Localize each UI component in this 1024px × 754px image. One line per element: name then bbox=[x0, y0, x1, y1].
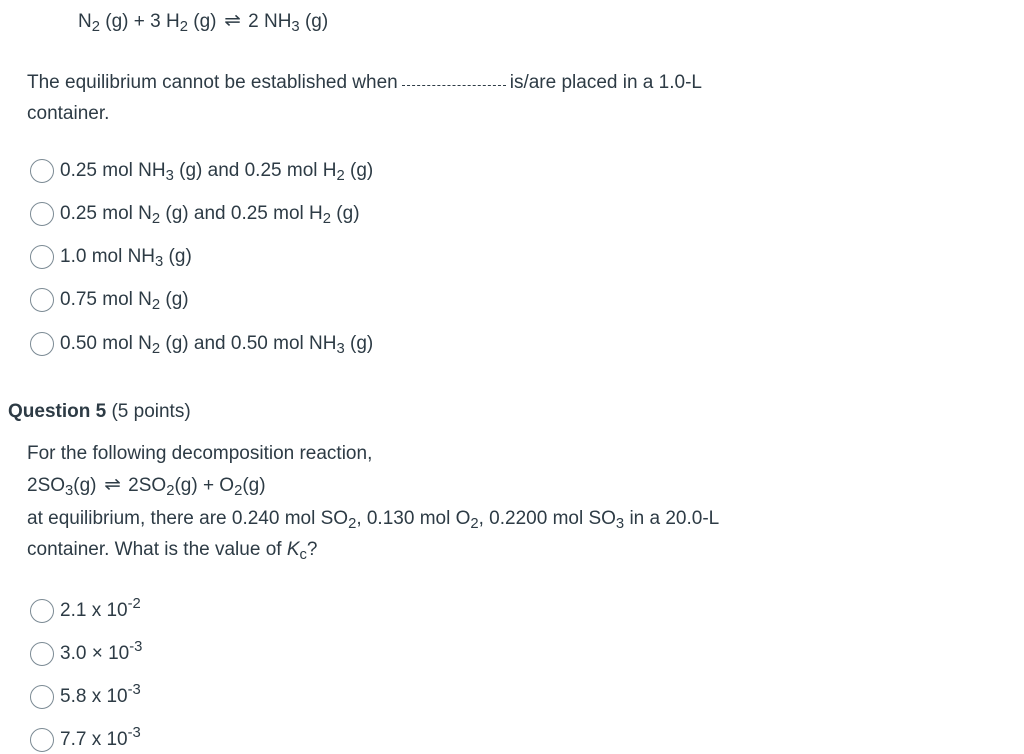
option-label: 1.0 mol $NH_3$ (g) bbox=[60, 246, 192, 271]
option-label: 0.50 mol $N_2$ (g) and 0.50 mol $NH_3$ (g) bbox=[60, 333, 374, 358]
radio-button[interactable] bbox=[30, 288, 54, 312]
equilibrium-arrow-icon: ⇌ bbox=[104, 474, 121, 494]
radio-button[interactable] bbox=[30, 599, 54, 623]
option-label: $3.0 \times 10^{-3}$ bbox=[60, 638, 143, 664]
q4-prompt: The equilibrium cannot be established when is/are placed in a 1.0-L bbox=[27, 72, 702, 93]
q5-question: container. What is the value of $K_c$? bbox=[27, 539, 318, 564]
q4-option-1[interactable] bbox=[30, 159, 373, 183]
radio-button[interactable] bbox=[30, 332, 54, 356]
q5-option-2[interactable] bbox=[30, 638, 143, 666]
option-label: 0.25 mol $N_2$ (g) and 0.25 mol $H_2$ (g) bbox=[60, 203, 360, 228]
q4-reaction: $N_2$ (g) + 3 $H_2$ (g) ⇌ 2 $NH_3$ (g) bbox=[78, 10, 329, 36]
option-label: 2.1 x $10^{-2}$ bbox=[60, 595, 141, 621]
q4-option-3[interactable] bbox=[30, 245, 192, 269]
q5-intro: For the following decomposition reaction, bbox=[27, 443, 373, 464]
radio-button[interactable] bbox=[30, 245, 54, 269]
equilibrium-arrow-icon: ⇌ bbox=[223, 10, 241, 30]
radio-button[interactable] bbox=[30, 159, 54, 183]
q4-option-5[interactable] bbox=[30, 332, 373, 356]
radio-button[interactable] bbox=[30, 728, 54, 752]
option-label: 0.25 mol $NH_3$ (g) and 0.25 mol $H_2$ (g) bbox=[60, 160, 374, 185]
question-5-heading: Question 5 (5 points) bbox=[8, 401, 191, 422]
q4-option-2[interactable] bbox=[30, 202, 360, 226]
q4-prompt-line2: container. bbox=[27, 103, 110, 124]
fill-in-blank bbox=[402, 73, 506, 86]
q5-reaction: $2SO_3(g)$ ⇌ $2SO_2(g) + O_2(g)$ bbox=[27, 474, 266, 500]
q5-option-1[interactable] bbox=[30, 595, 141, 623]
radio-button[interactable] bbox=[30, 642, 54, 666]
q5-option-3[interactable] bbox=[30, 681, 141, 709]
q5-conditions: at equilibrium, there are 0.240 mol $SO_2$, 0.130 mol $O_2$, 0.2200 mol $SO_3$ in a 20.0-L bbox=[27, 508, 720, 533]
option-label: 7.7 x $10^{-3}$ bbox=[60, 724, 141, 750]
radio-button[interactable] bbox=[30, 202, 54, 226]
q5-option-4[interactable] bbox=[30, 724, 141, 752]
q4-option-4[interactable] bbox=[30, 288, 189, 312]
option-label: 0.75 mol $N_2$ (g) bbox=[60, 289, 189, 314]
option-label: 5.8 x $10^{-3}$ bbox=[60, 681, 141, 707]
radio-button[interactable] bbox=[30, 685, 54, 709]
